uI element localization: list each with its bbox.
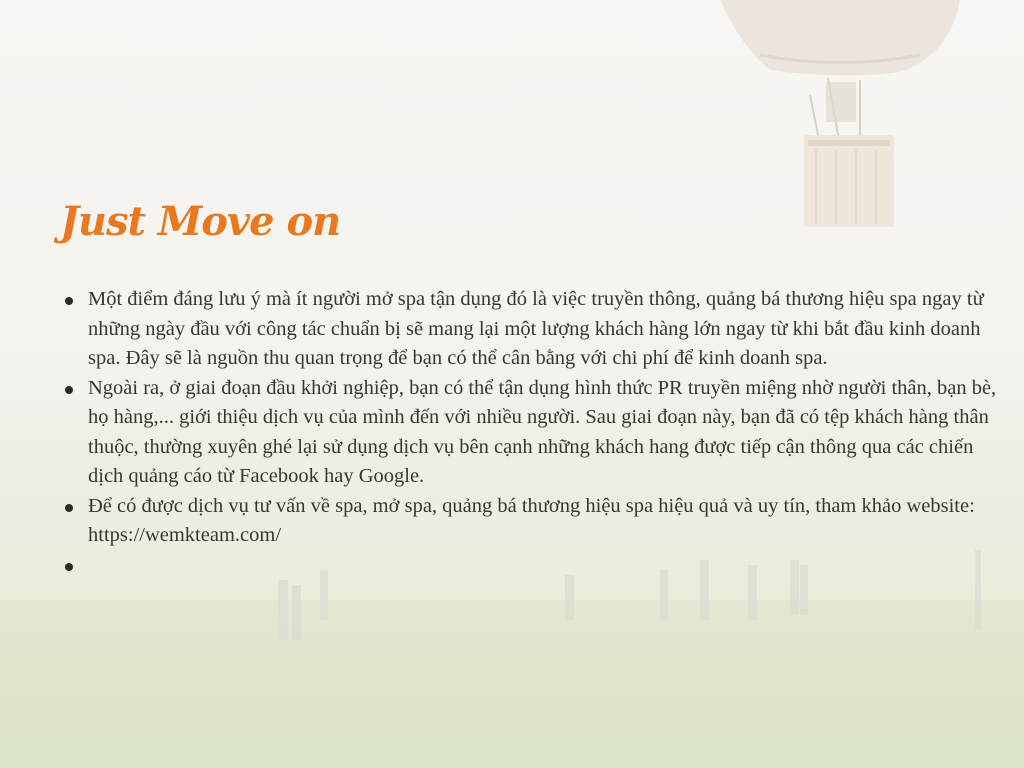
bullet-text: Ngoài ra, ở giai đoạn đầu khởi nghiệp, bạn có thể tận dụng hình thức PR truyền miệng nhờ người thân, bạn bè, họ hàng,... giới thiệu dịch vụ của mình đến với nhiều người. Sau giai đoạn này, bạn đã có tệp khách hàng thân thuộc, thường xuyên ghé lại sử dụng dịch vụ bên cạnh những khách hang được tiếp cận thông qua các chiến dịch quảng cáo từ Facebook hay Google. (88, 376, 997, 487)
bullet-icon (65, 386, 73, 394)
list-item (60, 285, 1005, 374)
bullet-text: Để có được dịch vụ tư vấn về spa, mở spa, quảng bá thương hiệu spa hiệu quả và uy tín, tham khảo website: https://wemkteam.com/ (88, 494, 975, 546)
hot-air-balloon-icon (700, 0, 1024, 240)
slide-title: Just Move on (60, 198, 341, 245)
list-item (60, 374, 1005, 492)
bullet-text: Một điểm đáng lưu ý mà ít người mở spa tận dụng đó là việc truyền thông, quảng bá thương hiệu spa ngay từ những ngày đầu với công tác chuẩn bị sẽ mang lại một lượng khách hàng lớn ngay từ khi bắt đầu kinh doanh spa. Đây sẽ là nguồn thu quan trọng để bạn có thể cân bằng với chi phí để kinh doanh spa. (88, 288, 984, 369)
bullet-icon (65, 563, 73, 571)
bullet-list (60, 285, 1005, 580)
bullet-icon (65, 504, 73, 512)
list-item-empty (60, 551, 1005, 581)
list-item (60, 492, 1005, 551)
bullet-icon (65, 297, 73, 305)
